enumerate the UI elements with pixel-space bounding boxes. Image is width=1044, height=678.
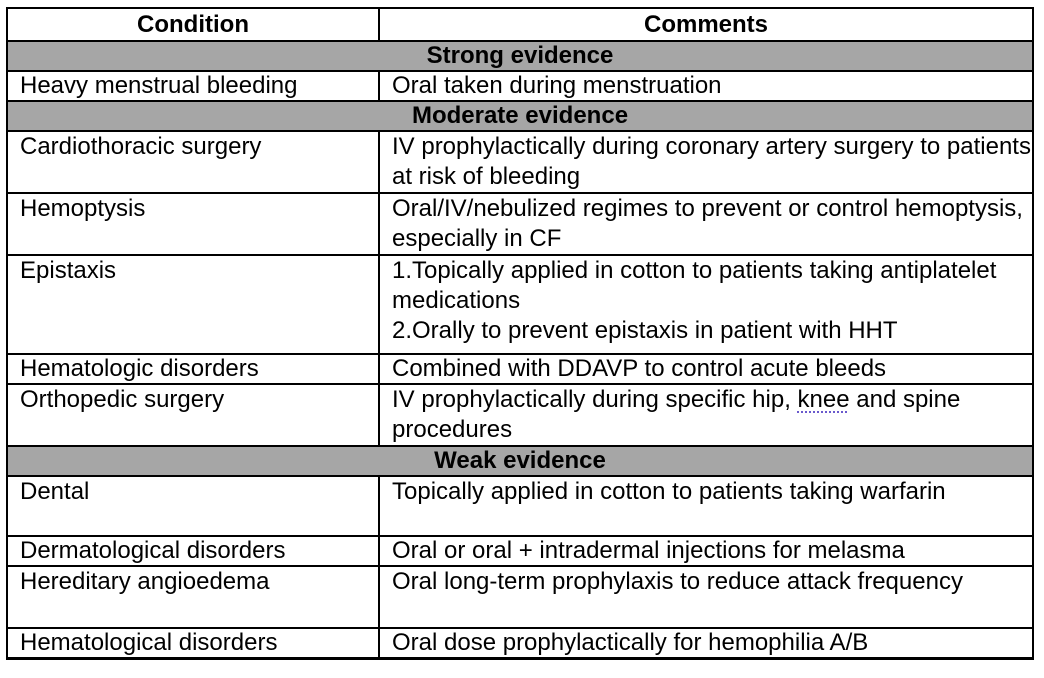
condition-cell: Dermatological disorders	[7, 536, 379, 566]
condition-cell: Hereditary angioedema	[7, 566, 379, 628]
section-title: Strong evidence	[7, 41, 1033, 71]
condition-cell: Hemoptysis	[7, 193, 379, 255]
condition-cell: Heavy menstrual bleeding	[7, 71, 379, 101]
header-condition: Condition	[7, 8, 379, 41]
comments-cell: Oral or oral + intradermal injections for melasma	[379, 536, 1033, 566]
spellcheck-flagged-word[interactable]: knee	[797, 386, 850, 413]
section-title: Weak evidence	[7, 446, 1033, 476]
section-title: Moderate evidence	[7, 101, 1033, 131]
section-strong-evidence	[7, 41, 1033, 71]
table-row	[7, 628, 1033, 659]
comments-cell: Oral/IV/nebulized regimes to prevent or control hemoptysis, especially in CF	[379, 193, 1033, 255]
table-row	[7, 255, 1033, 354]
header-comments: Comments	[379, 8, 1033, 41]
condition-cell: Hematologic disorders	[7, 354, 379, 384]
table-row	[7, 384, 1033, 446]
table-row	[7, 131, 1033, 193]
comments-cell: Combined with DDAVP to control acute bleeds	[379, 354, 1033, 384]
comment-text: and spine procedures	[392, 386, 961, 443]
section-moderate-evidence	[7, 101, 1033, 131]
table-row	[7, 71, 1033, 101]
condition-cell: Cardiothoracic surgery	[7, 131, 379, 193]
condition-cell: Epistaxis	[7, 255, 379, 354]
evidence-table	[6, 7, 1034, 660]
table-row	[7, 354, 1033, 384]
comments-cell	[379, 384, 1033, 446]
section-weak-evidence	[7, 446, 1033, 476]
condition-cell: Orthopedic surgery	[7, 384, 379, 446]
comments-cell	[379, 255, 1033, 354]
comments-cell: IV prophylactically during coronary artery surgery to patients at risk of bleeding	[379, 131, 1033, 193]
comments-cell: Oral long-term prophylaxis to reduce attack frequency	[379, 566, 1033, 628]
header-row	[7, 8, 1033, 41]
table-row	[7, 536, 1033, 566]
table-row	[7, 566, 1033, 628]
comment-line: 2.Orally to prevent epistaxis in patient with HHT	[392, 317, 898, 344]
condition-cell: Hematological disorders	[7, 628, 379, 659]
comments-cell: Oral dose prophylactically for hemophilia A/B	[379, 628, 1033, 659]
condition-cell: Dental	[7, 476, 379, 536]
comment-text: IV prophylactically during specific hip,	[392, 386, 798, 413]
table-row	[7, 193, 1033, 255]
comment-line: 1.Topically applied in cotton to patients taking antiplatelet medications	[392, 257, 997, 314]
comments-cell: Topically applied in cotton to patients taking warfarin	[379, 476, 1033, 536]
table-row	[7, 476, 1033, 536]
comments-cell: Oral taken during menstruation	[379, 71, 1033, 101]
